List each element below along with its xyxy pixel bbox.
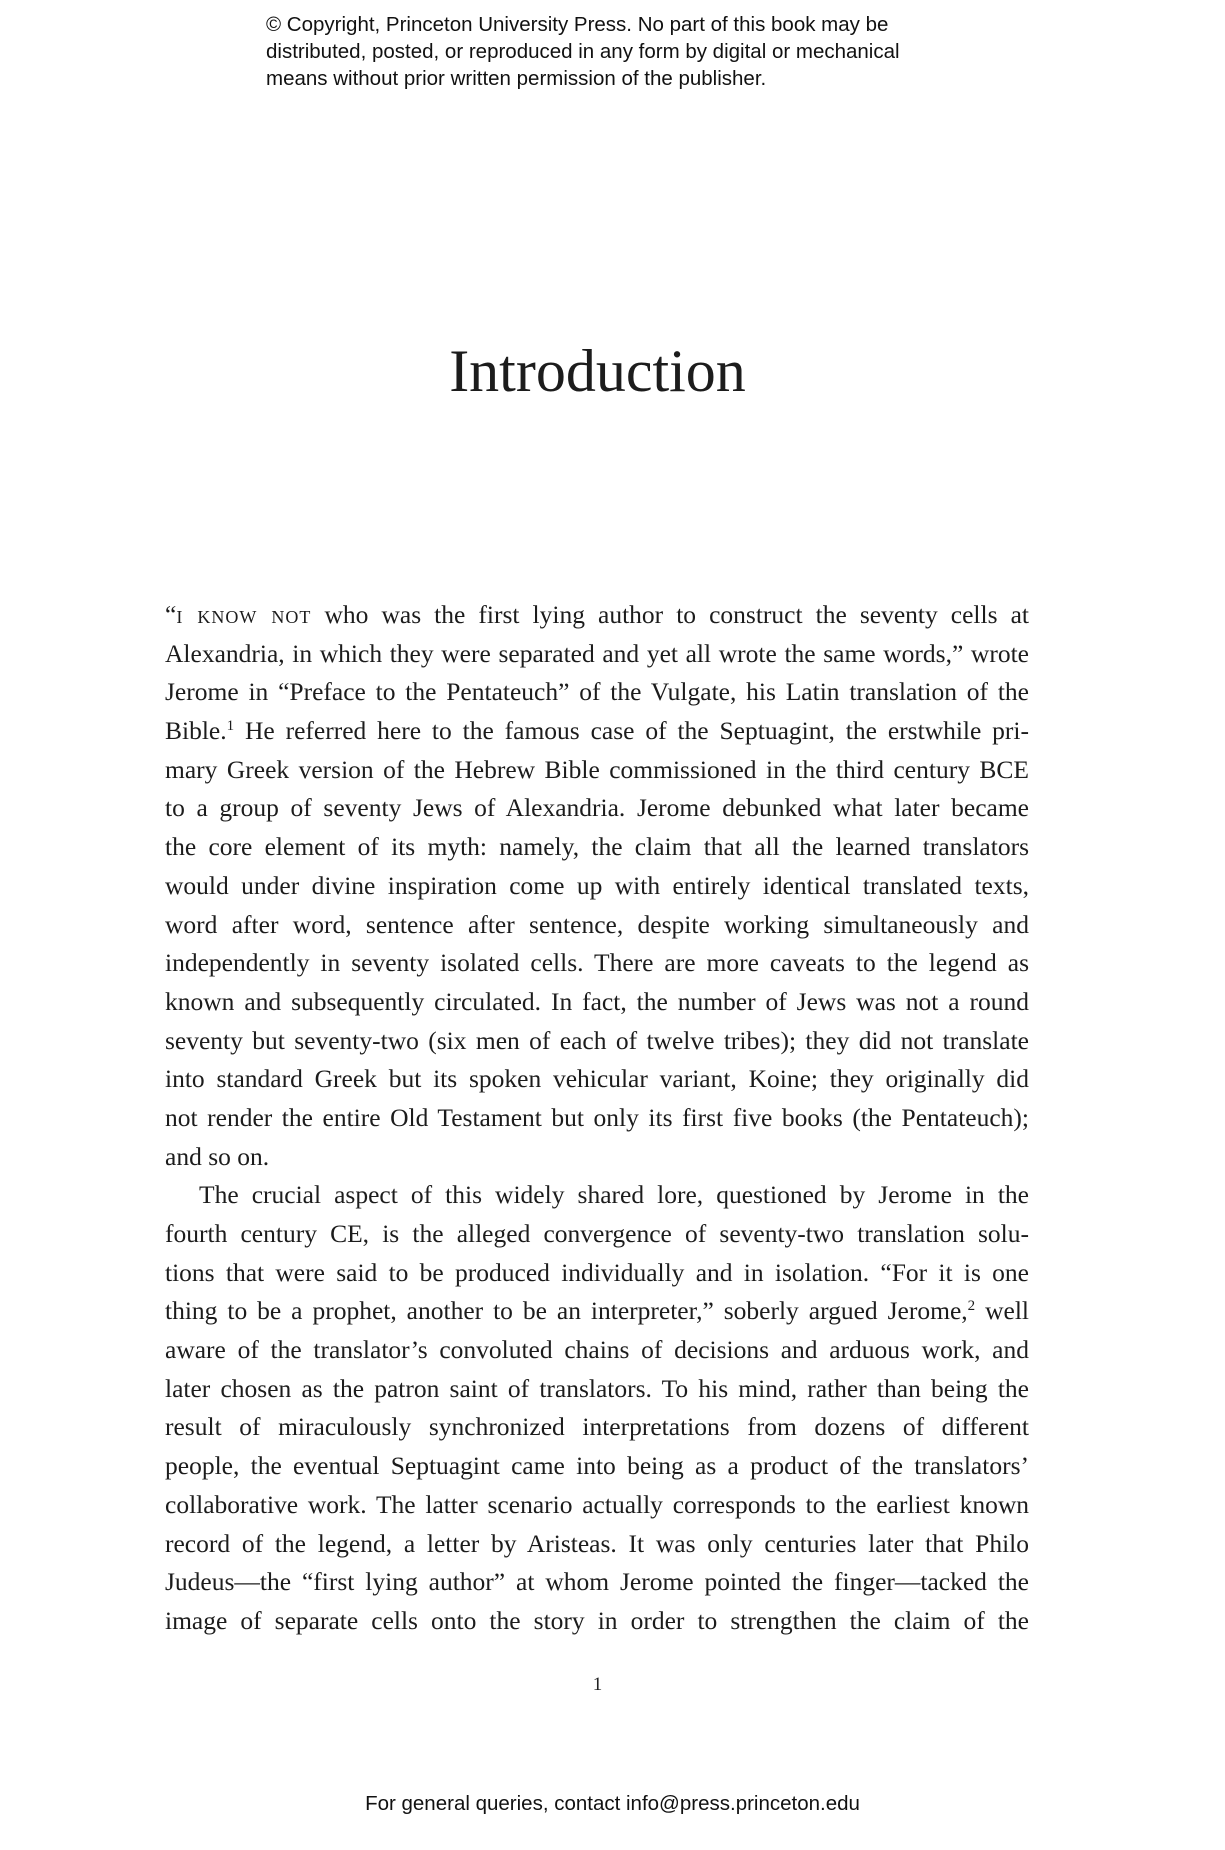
text-line: known and subsequently circulated. In fact, the number of Jews was not a round: [165, 986, 1029, 1016]
text-line: tions that were said to be produced individually and in isolation. “For it is one: [165, 1257, 1029, 1287]
paragraph-1: [165, 596, 1029, 1176]
text-line: word after word, sentence after sentence, despite working simultaneously and: [165, 909, 1029, 939]
text-line: Judeus—the “first lying author” at whom Jerome pointed the finger—tacked the: [165, 1567, 1029, 1597]
text-line: result of miraculously synchronized interpretations from dozens of different: [165, 1412, 1029, 1442]
copyright-line: means without prior written permission of the publisher.: [266, 67, 767, 90]
text-line: seventy but seventy-two (six men of each of twelve tribes); they did not translate: [165, 1025, 1029, 1055]
chapter-title: Introduction: [449, 338, 746, 404]
copyright-line: © Copyright, Princeton University Press. No part of this book may be: [266, 13, 889, 36]
text-line: Jerome in “Preface to the Pentateuch” of the Vulgate, his Latin translation of the: [165, 677, 1029, 707]
line-text: who was the first lying author to construct the seventy cells at: [311, 600, 1029, 629]
text-line: The crucial aspect of this widely shared lore, questioned by Jerome in the: [199, 1180, 1029, 1210]
footer-contact: For general queries, contact info@press.princeton.edu: [365, 1792, 860, 1815]
text-line: [165, 596, 1029, 635]
page-number: 1: [592, 1674, 603, 1695]
text-line: collaborative work. The latter scenario actually corresponds to the earliest known: [165, 1489, 1029, 1519]
text-line: independently in seventy isolated cells. There are more caveats to the legend as: [165, 948, 1029, 978]
body-text: [165, 596, 1029, 1641]
text-line: Alexandria, in which they were separated and yet all wrote the same words,” wrote: [165, 638, 1029, 668]
copyright-line: distributed, posted, or reproduced in any form by digital or mechanical: [266, 40, 900, 63]
line-text: thing to be a prophet, another to be an interpreter,” soberly argued Jerome,: [165, 1296, 968, 1326]
copyright-notice: [266, 11, 986, 92]
small-caps-lead: i know not: [176, 600, 312, 629]
text-line: image of separate cells onto the story in order to strengthen the claim of the: [165, 1605, 1029, 1635]
text-line: people, the eventual Septuagint came into being as a product of the translators’: [165, 1451, 1029, 1481]
text-line: later chosen as the patron saint of translators. To his mind, rather than being the: [165, 1373, 1029, 1403]
text-line: record of the legend, a letter by Aristeas. It was only centuries later that Philo: [165, 1528, 1029, 1558]
text-line: would under divine inspiration come up with entirely identical translated texts,: [165, 870, 1029, 900]
paragraph-2: [165, 1176, 1029, 1640]
text-line: [165, 1292, 1029, 1331]
text-line: the core element of its myth: namely, the claim that all the learned translators: [165, 832, 1029, 862]
text-line: mary Greek version of the Hebrew Bible commissioned in the third century BCE: [165, 754, 1029, 784]
line-text: He referred here to the famous case of the Septuagint, the erstwhile pri-: [234, 716, 1029, 746]
footnote-ref-1[interactable]: 1: [226, 718, 235, 735]
line-text: Bible.: [165, 716, 227, 746]
text-line: to a group of seventy Jews of Alexandria. Jerome debunked what later became: [165, 793, 1029, 823]
text-line: aware of the translator’s convoluted chains of decisions and arduous work, and: [165, 1335, 1029, 1365]
text-line: fourth century CE, is the alleged convergence of seventy-two translation solu-: [165, 1219, 1029, 1248]
text-line: not render the entire Old Testament but only its first five books (the Pentateuch);: [165, 1102, 1029, 1132]
text-line: and so on.: [165, 1141, 270, 1171]
opening-quote: “: [165, 600, 177, 629]
footnote-ref-2[interactable]: 2: [967, 1298, 976, 1315]
text-line: into standard Greek but its spoken vehicular variant, Koine; they originally did: [165, 1064, 1029, 1094]
text-line: [165, 712, 1029, 751]
line-text: well: [975, 1296, 1029, 1326]
